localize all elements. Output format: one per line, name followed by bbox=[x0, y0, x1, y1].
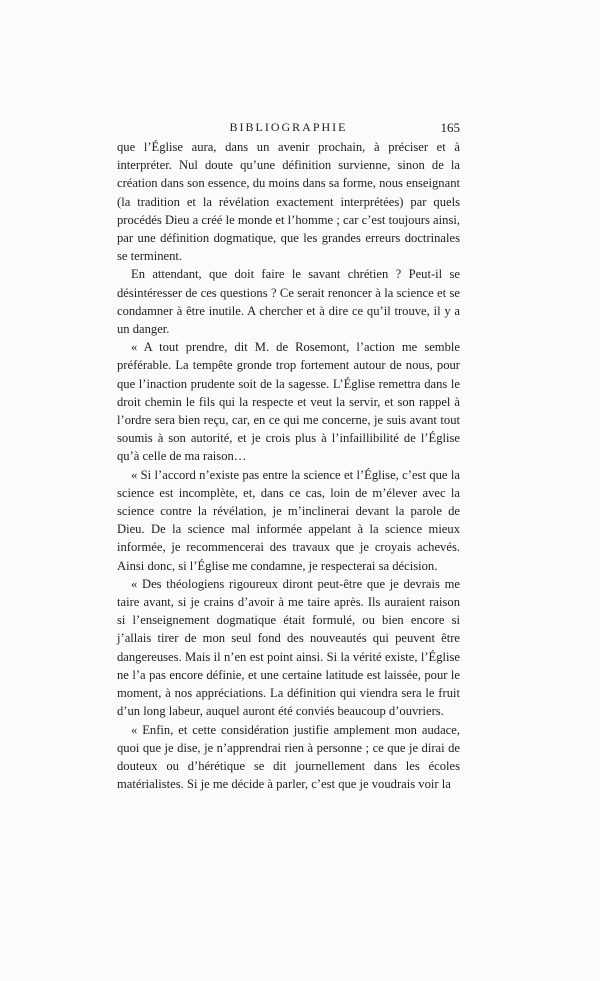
paragraph: « Enfin, et cette considération justifie amplement mon audace, quoi que je dise, je n’apprendrai rien à personne ; ce que je dirai de douteux ou d’hérétique se dit journellement dans les écoles matérialistes. Si je me décide à parler, c’est que je voudrais voir la bbox=[117, 722, 460, 792]
page-header bbox=[117, 120, 460, 136]
paragraph: En attendant, que doit faire le savant chrétien ? Peut-il se désintéresser de ces questions ? Ce serait renoncer à la science et se condamner à être inutile. A chercher et à dire ce qu’il trouve, il y a un danger. bbox=[117, 267, 460, 337]
paragraph: « A tout prendre, dit M. de Rosemont, l’action me semble préférable. La tempête gronde trop fortement autour de nous, pour que l’inaction prudente soit de la sagesse. L’Église remettra dans le droit chemin le fils qui la respecte et veut la servir, et son rappel à l’ordre sera bien reçu, car, en ce qui me concerne, je suis avant tout soumis à son autorité, et je crois plus à l’infaillibilité de l’Église qu’à celle de ma raison… bbox=[117, 340, 460, 464]
paragraph: « Des théologiens rigoureux diront peut-être que je devrais me taire avant, si je crains d’avoir à me taire après. Ils auraient raison si l’enseignement dogmatique était formulé, ou bien encore si j’allais tirer de mon seul fond des nouveautés qui peuvent être dangereuses. Mais il n’en est point ainsi. Si la vérité existe, l’Église ne l’a pas encore définie, et une certaine latitude est laissée, pour le moment, à nos appréciations. La définition qui viendra sera le fruit d’un long labeur, auquel auront été conviés beaucoup d’ouvriers. bbox=[117, 576, 460, 719]
page-number: 165 bbox=[440, 120, 460, 135]
paragraph: que l’Église aura, dans un avenir prochain, à préciser et à interpréter. Nul doute qu’une définition survienne, sinon de la création dans son essence, du moins dans sa forme, nous enseignant (la tradition et la révélation exactement interprétées) par quels procédés Dieu a créé le monde et l’homme ; car c’est toujours ainsi, par une définition dogmatique, que les grandes erreurs doctrinales se terminent. bbox=[117, 140, 460, 264]
body-text bbox=[117, 138, 460, 793]
paragraph: « Si l’accord n’existe pas entre la science et l’Église, c’est que la science est incomplète, et, dans ce cas, loin de m’élever avec la science contre la révélation, je m’inclinerai devant la parole de Dieu. De la science mal informée appelant à la science mieux informée, je recommencerai des travaux que je croyais achevés. Ainsi donc, si l’Église me condamne, je respecterai sa décision. bbox=[117, 467, 460, 573]
running-head: BIBLIOGRAPHIE bbox=[229, 120, 348, 134]
